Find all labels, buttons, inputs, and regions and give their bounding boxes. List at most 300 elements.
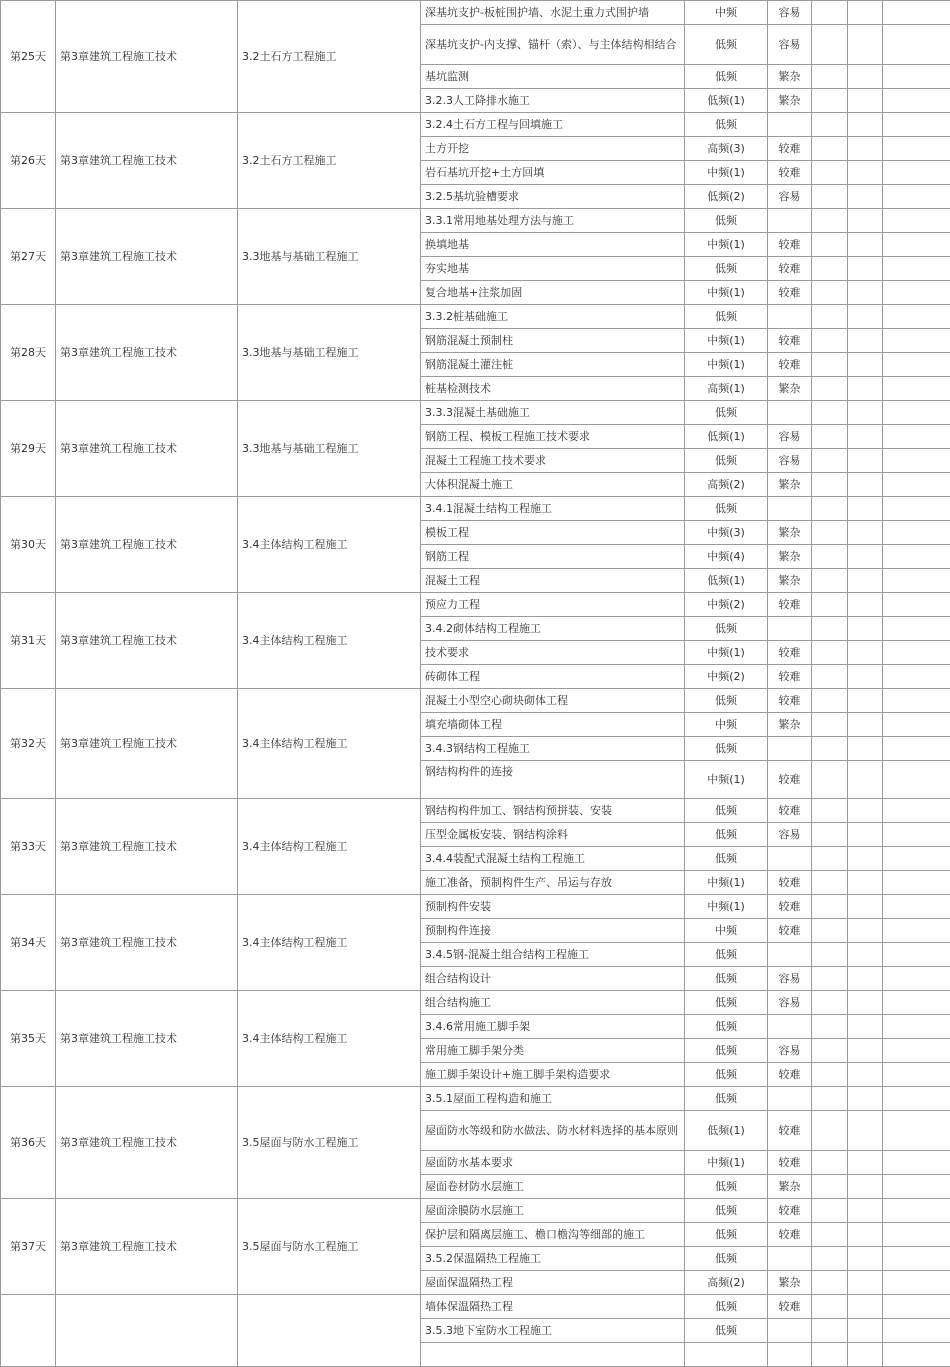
difficulty-cell (768, 1015, 812, 1039)
blank-cell (883, 1247, 950, 1271)
frequency-cell: 低频 (685, 617, 768, 641)
blank-cell (812, 65, 848, 89)
day-cell (1, 1295, 56, 1367)
blank-cell (812, 233, 848, 257)
frequency-cell: 低频 (685, 847, 768, 871)
day-cell: 第30天 (1, 497, 56, 593)
blank-cell (883, 1223, 950, 1247)
difficulty-cell: 较难 (768, 329, 812, 353)
frequency-cell: 低频(1) (685, 1111, 768, 1151)
table-row (1, 305, 950, 329)
frequency-cell: 中频(1) (685, 161, 768, 185)
difficulty-cell: 容易 (768, 967, 812, 991)
blank-cell (883, 545, 950, 569)
blank-cell (848, 425, 883, 449)
blank-cell (883, 569, 950, 593)
difficulty-cell: 较难 (768, 1063, 812, 1087)
blank-cell (848, 257, 883, 281)
blank-cell (883, 113, 950, 137)
difficulty-cell: 繁杂 (768, 65, 812, 89)
frequency-cell: 高频(2) (685, 1271, 768, 1295)
blank-cell (883, 497, 950, 521)
blank-cell (883, 473, 950, 497)
chapter-cell: 第3章建筑工程施工技术 (56, 689, 238, 799)
blank-cell (883, 1087, 950, 1111)
blank-cell (883, 919, 950, 943)
topic-cell: 3.3.1常用地基处理方法与施工 (421, 209, 685, 233)
blank-cell (812, 1223, 848, 1247)
blank-cell (812, 665, 848, 689)
frequency-cell: 低频 (685, 1175, 768, 1199)
blank-cell (848, 1175, 883, 1199)
blank-cell (883, 1199, 950, 1223)
blank-cell (848, 1319, 883, 1343)
difficulty-cell (768, 497, 812, 521)
day-cell: 第29天 (1, 401, 56, 497)
blank-cell (812, 257, 848, 281)
difficulty-cell: 容易 (768, 25, 812, 65)
topic-cell: 3.3.2桩基础施工 (421, 305, 685, 329)
blank-cell (883, 25, 950, 65)
blank-cell (812, 823, 848, 847)
topic-cell: 钢筋混凝土灌注桩 (421, 353, 685, 377)
blank-cell (848, 617, 883, 641)
section-cell: 3.2土石方工程施工 (238, 113, 421, 209)
blank-cell (848, 1295, 883, 1319)
difficulty-cell: 较难 (768, 1111, 812, 1151)
frequency-cell: 中频(1) (685, 761, 768, 799)
difficulty-cell: 较难 (768, 689, 812, 713)
blank-cell (883, 713, 950, 737)
blank-cell (812, 871, 848, 895)
blank-cell (812, 353, 848, 377)
difficulty-cell: 较难 (768, 665, 812, 689)
topic-cell: 钢结构构件的连接 (421, 761, 685, 799)
day-cell: 第31天 (1, 593, 56, 689)
topic-cell: 预制构件连接 (421, 919, 685, 943)
difficulty-cell: 繁杂 (768, 473, 812, 497)
blank-cell (883, 209, 950, 233)
blank-cell (883, 617, 950, 641)
blank-cell (812, 1, 848, 25)
blank-cell (883, 1, 950, 25)
blank-cell (883, 689, 950, 713)
topic-cell: 岩石基坑开挖+土方回填 (421, 161, 685, 185)
blank-cell (812, 713, 848, 737)
frequency-cell: 低频 (685, 1015, 768, 1039)
difficulty-cell (768, 1319, 812, 1343)
frequency-cell: 低频 (685, 1087, 768, 1111)
chapter-cell: 第3章建筑工程施工技术 (56, 497, 238, 593)
blank-cell (883, 353, 950, 377)
blank-cell (883, 665, 950, 689)
topic-cell: 墙体保温隔热工程 (421, 1295, 685, 1319)
blank-cell (883, 1015, 950, 1039)
blank-cell (848, 353, 883, 377)
frequency-cell: 高频(3) (685, 137, 768, 161)
blank-cell (883, 943, 950, 967)
table-row (1, 991, 950, 1015)
difficulty-cell: 繁杂 (768, 713, 812, 737)
topic-cell: 3.4.2砌体结构工程施工 (421, 617, 685, 641)
difficulty-cell: 容易 (768, 1, 812, 25)
blank-cell (848, 871, 883, 895)
section-cell: 3.5屋面与防水工程施工 (238, 1199, 421, 1295)
topic-cell: 技术要求 (421, 641, 685, 665)
difficulty-cell (768, 847, 812, 871)
topic-cell: 换填地基 (421, 233, 685, 257)
day-cell: 第34天 (1, 895, 56, 991)
difficulty-cell (768, 1343, 812, 1367)
table-row (1, 689, 950, 713)
frequency-cell (685, 1343, 768, 1367)
difficulty-cell: 繁杂 (768, 1271, 812, 1295)
blank-cell (812, 1319, 848, 1343)
frequency-cell: 低频 (685, 113, 768, 137)
section-cell: 3.4主体结构工程施工 (238, 991, 421, 1087)
topic-cell: 3.4.3钢结构工程施工 (421, 737, 685, 761)
frequency-cell: 低频 (685, 991, 768, 1015)
section-cell: 3.5屋面与防水工程施工 (238, 1087, 421, 1199)
frequency-cell: 低频 (685, 799, 768, 823)
blank-cell (848, 449, 883, 473)
day-cell: 第28天 (1, 305, 56, 401)
frequency-cell: 中频 (685, 919, 768, 943)
blank-cell (848, 1247, 883, 1271)
blank-cell (812, 545, 848, 569)
topic-cell: 3.4.5钢-混凝土组合结构工程施工 (421, 943, 685, 967)
blank-cell (883, 967, 950, 991)
section-cell: 3.4主体结构工程施工 (238, 799, 421, 895)
blank-cell (848, 65, 883, 89)
chapter-cell: 第3章建筑工程施工技术 (56, 895, 238, 991)
topic-cell: 组合结构设计 (421, 967, 685, 991)
frequency-cell: 中频(1) (685, 871, 768, 895)
difficulty-cell: 较难 (768, 1223, 812, 1247)
difficulty-cell (768, 1087, 812, 1111)
table-row (1, 209, 950, 233)
blank-cell (883, 1271, 950, 1295)
blank-cell (812, 1039, 848, 1063)
difficulty-cell: 容易 (768, 823, 812, 847)
day-cell: 第36天 (1, 1087, 56, 1199)
difficulty-cell: 繁杂 (768, 545, 812, 569)
difficulty-cell: 繁杂 (768, 569, 812, 593)
table-row (1, 401, 950, 425)
section-cell: 3.3地基与基础工程施工 (238, 209, 421, 305)
difficulty-cell (768, 617, 812, 641)
topic-cell: 模板工程 (421, 521, 685, 545)
blank-cell (883, 161, 950, 185)
day-cell: 第27天 (1, 209, 56, 305)
topic-cell: 砖砌体工程 (421, 665, 685, 689)
blank-cell (883, 871, 950, 895)
blank-cell (812, 209, 848, 233)
blank-cell (883, 89, 950, 113)
blank-cell (848, 1111, 883, 1151)
blank-cell (812, 1151, 848, 1175)
frequency-cell: 高频(2) (685, 473, 768, 497)
blank-cell (883, 991, 950, 1015)
blank-cell (812, 425, 848, 449)
frequency-cell: 低频 (685, 25, 768, 65)
frequency-cell: 中频(1) (685, 281, 768, 305)
topic-cell: 3.2.5基坑验槽要求 (421, 185, 685, 209)
frequency-cell: 中频(1) (685, 233, 768, 257)
topic-cell: 桩基检测技术 (421, 377, 685, 401)
blank-cell (883, 847, 950, 871)
blank-cell (848, 497, 883, 521)
blank-cell (812, 919, 848, 943)
chapter-cell: 第3章建筑工程施工技术 (56, 1, 238, 113)
topic-cell: 屋面防水基本要求 (421, 1151, 685, 1175)
blank-cell (812, 449, 848, 473)
section-cell: 3.3地基与基础工程施工 (238, 305, 421, 401)
table-row (1, 1087, 950, 1111)
blank-cell (883, 1343, 950, 1367)
blank-cell (883, 1295, 950, 1319)
topic-cell: 预应力工程 (421, 593, 685, 617)
blank-cell (812, 761, 848, 799)
day-cell: 第26天 (1, 113, 56, 209)
blank-cell (883, 641, 950, 665)
frequency-cell: 中频 (685, 1, 768, 25)
topic-cell: 3.5.1屋面工程构造和施工 (421, 1087, 685, 1111)
frequency-cell: 中频(1) (685, 1151, 768, 1175)
topic-cell: 3.4.1混凝土结构工程施工 (421, 497, 685, 521)
difficulty-cell: 较难 (768, 161, 812, 185)
difficulty-cell: 容易 (768, 1039, 812, 1063)
blank-cell (848, 329, 883, 353)
blank-cell (812, 967, 848, 991)
blank-cell (883, 65, 950, 89)
day-cell: 第25天 (1, 1, 56, 113)
blank-cell (848, 799, 883, 823)
day-cell: 第32天 (1, 689, 56, 799)
topic-cell: 屋面防水等级和防水做法、防水材料选择的基本原则 (421, 1111, 685, 1151)
table-body (1, 1, 950, 1367)
frequency-cell: 中频(1) (685, 329, 768, 353)
difficulty-cell: 较难 (768, 1199, 812, 1223)
blank-cell (883, 401, 950, 425)
blank-cell (812, 305, 848, 329)
chapter-cell: 第3章建筑工程施工技术 (56, 113, 238, 209)
topic-cell: 填充墙砌体工程 (421, 713, 685, 737)
blank-cell (848, 641, 883, 665)
topic-cell: 夯实地基 (421, 257, 685, 281)
blank-cell (848, 967, 883, 991)
difficulty-cell: 容易 (768, 991, 812, 1015)
table-row (1, 497, 950, 521)
chapter-cell: 第3章建筑工程施工技术 (56, 593, 238, 689)
difficulty-cell: 较难 (768, 353, 812, 377)
blank-cell (812, 641, 848, 665)
blank-cell (848, 713, 883, 737)
frequency-cell: 低频 (685, 401, 768, 425)
topic-cell: 混凝土工程 (421, 569, 685, 593)
topic-cell: 3.5.2保温隔热工程施工 (421, 1247, 685, 1271)
blank-cell (812, 521, 848, 545)
blank-cell (812, 113, 848, 137)
frequency-cell: 低频(1) (685, 569, 768, 593)
topic-cell: 深基坑支护-内支撑、锚杆（索）、与主体结构相结合 (421, 25, 685, 65)
topic-cell: 钢筋工程、模板工程施工技术要求 (421, 425, 685, 449)
blank-cell (848, 1015, 883, 1039)
blank-cell (883, 823, 950, 847)
blank-cell (848, 89, 883, 113)
frequency-cell: 低频 (685, 1247, 768, 1271)
difficulty-cell: 较难 (768, 919, 812, 943)
blank-cell (812, 281, 848, 305)
topic-cell: 组合结构施工 (421, 991, 685, 1015)
blank-cell (883, 1319, 950, 1343)
blank-cell (812, 593, 848, 617)
blank-cell (883, 185, 950, 209)
blank-cell (883, 761, 950, 799)
blank-cell (848, 401, 883, 425)
difficulty-cell: 较难 (768, 1295, 812, 1319)
difficulty-cell: 繁杂 (768, 377, 812, 401)
difficulty-cell: 较难 (768, 233, 812, 257)
blank-cell (812, 25, 848, 65)
difficulty-cell: 较难 (768, 281, 812, 305)
blank-cell (812, 137, 848, 161)
blank-cell (848, 377, 883, 401)
blank-cell (812, 1271, 848, 1295)
table-row (1, 895, 950, 919)
difficulty-cell: 较难 (768, 257, 812, 281)
frequency-cell: 中频(1) (685, 895, 768, 919)
frequency-cell: 低频 (685, 305, 768, 329)
topic-cell: 钢结构构件加工、钢结构预拼装、安装 (421, 799, 685, 823)
difficulty-cell: 较难 (768, 799, 812, 823)
difficulty-cell (768, 737, 812, 761)
chapter-cell: 第3章建筑工程施工技术 (56, 1087, 238, 1199)
blank-cell (848, 593, 883, 617)
difficulty-cell: 较难 (768, 871, 812, 895)
topic-cell: 3.5.3地下室防水工程施工 (421, 1319, 685, 1343)
frequency-cell: 中频 (685, 713, 768, 737)
topic-cell: 混凝土工程施工技术要求 (421, 449, 685, 473)
blank-cell (883, 1175, 950, 1199)
section-cell: 3.4主体结构工程施工 (238, 895, 421, 991)
blank-cell (883, 305, 950, 329)
chapter-cell: 第3章建筑工程施工技术 (56, 991, 238, 1087)
topic-cell: 屋面保温隔热工程 (421, 1271, 685, 1295)
difficulty-cell: 繁杂 (768, 1175, 812, 1199)
blank-cell (848, 919, 883, 943)
frequency-cell: 低频 (685, 1319, 768, 1343)
topic-cell: 混凝土小型空心砌块砌体工程 (421, 689, 685, 713)
blank-cell (848, 1223, 883, 1247)
blank-cell (848, 233, 883, 257)
difficulty-cell: 容易 (768, 185, 812, 209)
frequency-cell: 低频(1) (685, 425, 768, 449)
blank-cell (883, 377, 950, 401)
frequency-cell: 低频 (685, 1199, 768, 1223)
topic-cell: 施工脚手架设计+施工脚手架构造要求 (421, 1063, 685, 1087)
difficulty-cell: 较难 (768, 593, 812, 617)
frequency-cell: 低频(1) (685, 89, 768, 113)
topic-cell: 保护层和隔离层施工、檐口檐沟等细部的施工 (421, 1223, 685, 1247)
blank-cell (848, 1039, 883, 1063)
topic-cell (421, 1343, 685, 1367)
blank-cell (883, 1039, 950, 1063)
blank-cell (883, 895, 950, 919)
blank-cell (812, 1111, 848, 1151)
blank-cell (848, 823, 883, 847)
blank-cell (848, 665, 883, 689)
blank-cell (883, 1111, 950, 1151)
topic-cell: 屋面涂膜防水层施工 (421, 1199, 685, 1223)
blank-cell (883, 281, 950, 305)
chapter-cell (56, 1295, 238, 1367)
table-row (1, 1295, 950, 1319)
blank-cell (848, 991, 883, 1015)
topic-cell: 施工准备，预制构件生产、吊运与存放 (421, 871, 685, 895)
blank-cell (848, 1199, 883, 1223)
chapter-cell: 第3章建筑工程施工技术 (56, 401, 238, 497)
difficulty-cell: 容易 (768, 425, 812, 449)
blank-cell (883, 593, 950, 617)
blank-cell (883, 425, 950, 449)
blank-cell (848, 569, 883, 593)
blank-cell (812, 1343, 848, 1367)
blank-cell (812, 847, 848, 871)
blank-cell (848, 473, 883, 497)
topic-cell: 3.4.6常用施工脚手架 (421, 1015, 685, 1039)
blank-cell (848, 113, 883, 137)
frequency-cell: 中频(1) (685, 353, 768, 377)
topic-cell: 3.3.3混凝土基础施工 (421, 401, 685, 425)
blank-cell (883, 1151, 950, 1175)
blank-cell (848, 1271, 883, 1295)
frequency-cell: 中频(1) (685, 641, 768, 665)
topic-cell: 3.2.4土石方工程与回填施工 (421, 113, 685, 137)
blank-cell (848, 737, 883, 761)
difficulty-cell: 较难 (768, 895, 812, 919)
difficulty-cell (768, 1247, 812, 1271)
frequency-cell: 低频 (685, 209, 768, 233)
blank-cell (812, 497, 848, 521)
topic-cell: 土方开挖 (421, 137, 685, 161)
frequency-cell: 低频 (685, 823, 768, 847)
blank-cell (812, 799, 848, 823)
difficulty-cell: 容易 (768, 449, 812, 473)
frequency-cell: 低频 (685, 1039, 768, 1063)
topic-cell: 钢筋工程 (421, 545, 685, 569)
frequency-cell: 低频 (685, 737, 768, 761)
section-cell (238, 1295, 421, 1367)
blank-cell (848, 847, 883, 871)
blank-cell (848, 895, 883, 919)
frequency-cell: 低频 (685, 497, 768, 521)
blank-cell (848, 943, 883, 967)
topic-cell: 预制构件安装 (421, 895, 685, 919)
blank-cell (812, 943, 848, 967)
frequency-cell: 低频 (685, 65, 768, 89)
difficulty-cell (768, 113, 812, 137)
topic-cell: 压型金属板安装、钢结构涂料 (421, 823, 685, 847)
blank-cell (812, 1087, 848, 1111)
chapter-cell: 第3章建筑工程施工技术 (56, 305, 238, 401)
topic-cell: 3.2.3人工降排水施工 (421, 89, 685, 113)
blank-cell (812, 737, 848, 761)
table-row (1, 113, 950, 137)
blank-cell (848, 1151, 883, 1175)
difficulty-cell (768, 401, 812, 425)
difficulty-cell: 较难 (768, 137, 812, 161)
